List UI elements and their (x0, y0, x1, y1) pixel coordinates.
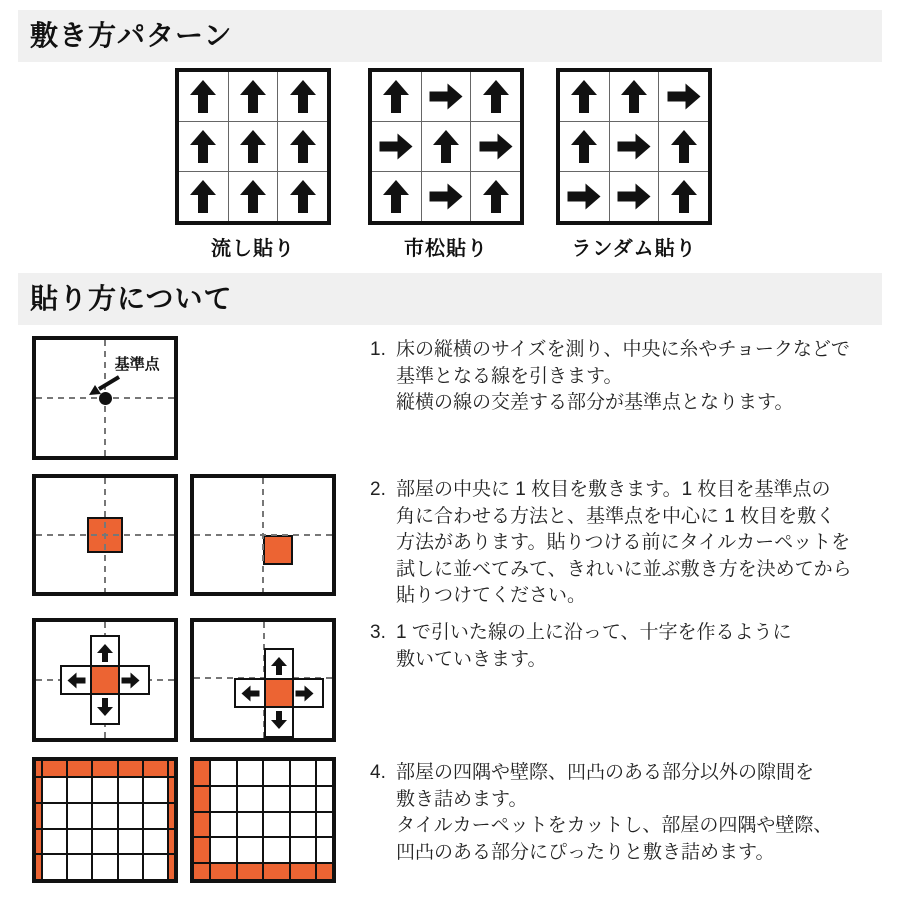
full-tile-cell (238, 761, 263, 785)
pattern-cell (372, 72, 421, 121)
step-text-line: 床の縦横のサイズを測り、中央に糸やチョークなどで (396, 339, 850, 360)
diagram-step2-tile-corner (190, 474, 336, 596)
full-tile-cell (291, 813, 316, 837)
pattern-block-ichimatsu (368, 68, 524, 261)
full-tile-cell (43, 855, 66, 879)
pattern-cell (422, 172, 471, 221)
tile-arrow-up-icon (190, 130, 216, 163)
pattern-label-ichimatsu: 市松貼り (404, 238, 488, 260)
cut-tile-cell (194, 813, 209, 837)
tile-arrow-up-icon (621, 80, 647, 113)
cut-tile-cell (291, 864, 316, 879)
cut-tile-cell (169, 761, 174, 776)
arrow-left-icon (242, 685, 261, 701)
cut-tile-cell (238, 864, 263, 879)
full-tile-cell (291, 838, 316, 862)
step-text-line: 貼りつけてください。 (396, 585, 587, 606)
full-tile-cell (317, 813, 332, 837)
pattern-cell (560, 172, 609, 221)
step-2-text (370, 477, 852, 610)
pattern-cell (610, 122, 659, 171)
arrow-up-icon (97, 644, 113, 663)
full-tile-cell (211, 787, 236, 811)
full-tile-cell (119, 855, 142, 879)
reference-point-label: 基準点 (114, 355, 160, 373)
arrow-left-icon (68, 673, 87, 689)
pattern-cell (471, 122, 520, 171)
pattern-cell (179, 172, 228, 221)
tile-arrow-up-icon (290, 80, 316, 113)
arrow-down-icon (97, 697, 113, 716)
step-text-line: 1 で引いた線の上に沿って、十字を作るように (396, 622, 792, 643)
step-number: 2. (370, 479, 386, 500)
cut-tile-cell (169, 804, 174, 828)
cross-center-tile (90, 665, 120, 695)
tile-arrow-up-icon (571, 80, 597, 113)
step-text-line: 基準となる線を引きます。 (396, 365, 623, 387)
step-3-text (370, 620, 791, 673)
diagram-step1-reference-point (32, 336, 178, 460)
tile-arrow-up-icon (240, 180, 266, 213)
cut-tile-cell (169, 778, 174, 802)
pattern-cell (422, 72, 471, 121)
pattern-cell (278, 172, 327, 221)
cut-tile-cell (93, 761, 116, 776)
tile-arrow-right-icon (479, 134, 512, 160)
tile-arrow-up-icon (190, 80, 216, 113)
cut-tile-cell (264, 864, 289, 879)
tile-arrow-up-icon (671, 180, 697, 213)
step-text-line: 縦横の線の交差する部分が基準点となります。 (396, 392, 794, 413)
tile-arrow-right-icon (380, 134, 413, 160)
pattern-cell (659, 122, 708, 171)
step-text-line: タイルカーペットをカットし、部屋の四隅や壁際、 (396, 815, 833, 836)
step-text-line: 部屋の中央に 1 枚目を敷きます。1 枚目を基準点の (396, 479, 831, 500)
full-tile-cell (119, 830, 142, 854)
full-tile-cell (264, 787, 289, 811)
tile-arrow-up-icon (240, 130, 266, 163)
tile-arrow-up-icon (383, 80, 409, 113)
pattern-grid-ichimatsu (368, 68, 524, 225)
full-tile-cell (93, 804, 116, 828)
tile-arrow-up-icon (290, 130, 316, 163)
tile-arrow-right-icon (667, 84, 700, 110)
section-header-laying-patterns (18, 10, 882, 62)
tile-arrow-right-icon (617, 134, 650, 160)
arrow-down-icon (271, 710, 287, 729)
full-tile-cell (291, 787, 316, 811)
full-tile-cell (264, 813, 289, 837)
step-4-text (370, 760, 832, 866)
pattern-cell (471, 72, 520, 121)
pattern-cell (471, 172, 520, 221)
full-tile-cell (264, 838, 289, 862)
full-tile-cell (93, 830, 116, 854)
full-tile-cell (264, 761, 289, 785)
tile-arrow-right-icon (617, 184, 650, 210)
tile-arrow-right-icon (429, 84, 462, 110)
pattern-cell (659, 72, 708, 121)
cut-tile-cell (317, 864, 332, 879)
tile-arrow-right-icon (429, 184, 462, 210)
arrow-up-icon (271, 657, 287, 676)
tile-arrow-up-icon (571, 130, 597, 163)
step-text-line: 角に合わせる方法と、基準点を中心に 1 枚目を敷く (396, 505, 836, 527)
tile-arrow-up-icon (290, 180, 316, 213)
full-tile-cell (119, 778, 142, 802)
full-tile-cell (144, 855, 167, 879)
section-header-how-to-apply (18, 273, 882, 325)
cut-tile-cell (36, 830, 41, 854)
full-tile-cell (238, 787, 263, 811)
cut-tile-cell (36, 855, 41, 879)
cut-tile-cell (68, 761, 91, 776)
full-tile-cell (93, 855, 116, 879)
step-text-line: 方法があります。貼りつける前にタイルカーペットを (396, 532, 851, 553)
cut-tile-cell (169, 855, 174, 879)
pattern-cell (610, 172, 659, 221)
cut-tile-cell (194, 864, 209, 879)
center-horizontal-dashed-line (194, 534, 332, 536)
pattern-cell (229, 172, 278, 221)
full-tile-cell (211, 838, 236, 862)
pattern-cell (229, 122, 278, 171)
pattern-cell (372, 172, 421, 221)
full-tile-cell (291, 761, 316, 785)
full-tile-cell (93, 778, 116, 802)
step-text-line: 敷き詰めます。 (396, 788, 528, 810)
full-tile-cell (238, 813, 263, 837)
pattern-label-nagashi: 流し貼り (211, 238, 295, 260)
cut-tile-cell (194, 838, 209, 862)
cut-tile-cell (169, 830, 174, 854)
full-tile-cell (317, 761, 332, 785)
step-number: 4. (370, 762, 386, 783)
full-tile-cell (43, 804, 66, 828)
cross-center-tile (264, 678, 294, 708)
tile-arrow-up-icon (190, 180, 216, 213)
cut-tile-cell (43, 761, 66, 776)
tile-arrow-up-icon (483, 180, 509, 213)
pattern-cell (560, 122, 609, 171)
cut-tile-cell (211, 864, 236, 879)
step-number: 3. (370, 622, 386, 643)
full-tile-cell (211, 761, 236, 785)
cut-tile-cell (194, 787, 209, 811)
diagram-step4-edges-left-bottom (190, 757, 336, 883)
cut-tile-cell (119, 761, 142, 776)
full-tile-cell (211, 813, 236, 837)
step-text-line: 試しに並べてみて、きれいに並ぶ敷き方を決めてから (396, 558, 852, 580)
full-tile-cell (68, 830, 91, 854)
diagram-step2-tile-centered (32, 474, 178, 596)
reference-point-arrow-icon (88, 374, 122, 401)
pattern-block-nagashi (175, 68, 331, 261)
pattern-cell (179, 122, 228, 171)
step-number: 1. (370, 339, 386, 360)
tile-arrow-up-icon (671, 130, 697, 163)
full-tile-cell (68, 804, 91, 828)
pattern-block-random (556, 68, 712, 261)
full-tile-cell (317, 838, 332, 862)
diagram-step3-cross-centered (32, 618, 178, 742)
section-title-laying-patterns: 敷き方パターン (30, 20, 233, 51)
cut-tile-cell (194, 761, 209, 785)
first-tile-corner-aligned (263, 535, 293, 565)
full-tile-cell (43, 830, 66, 854)
tile-arrow-up-icon (433, 130, 459, 163)
pattern-cell (422, 122, 471, 171)
full-tile-cell (68, 778, 91, 802)
full-tile-cell (317, 787, 332, 811)
full-tile-cell (144, 804, 167, 828)
full-tile-cell (238, 838, 263, 862)
step-text-line: 部屋の四隅や壁際、凹凸のある部分以外の隙間を (396, 762, 815, 783)
pattern-cell (179, 72, 228, 121)
diagram-step4-edges-top (32, 757, 178, 883)
full-tile-cell (43, 778, 66, 802)
pattern-cell (278, 72, 327, 121)
pattern-cell (659, 172, 708, 221)
pattern-grid-nagashi (175, 68, 331, 225)
full-tile-cell (144, 830, 167, 854)
step-1-text (370, 337, 850, 417)
diagram-step3-cross-offset (190, 618, 336, 742)
step-text-line: 敷いていきます。 (396, 648, 547, 670)
cut-tile-cell (144, 761, 167, 776)
pattern-cell (372, 122, 421, 171)
arrow-right-icon (121, 673, 140, 689)
cut-tile-cell (36, 778, 41, 802)
pattern-cell (560, 72, 609, 121)
cut-tile-cell (36, 761, 41, 776)
pattern-cell (610, 72, 659, 121)
pattern-cell (229, 72, 278, 121)
center-horizontal-dashed-line (36, 534, 174, 536)
full-tile-cell (68, 855, 91, 879)
cut-tile-cell (36, 804, 41, 828)
section-title-how-to-apply: 貼り方について (30, 283, 233, 314)
pattern-grid-random (556, 68, 712, 225)
arrow-right-icon (295, 685, 314, 701)
pattern-label-random: ランダム貼り (571, 238, 697, 260)
tile-arrow-up-icon (483, 80, 509, 113)
tile-arrow-up-icon (383, 180, 409, 213)
tile-arrow-right-icon (568, 184, 601, 210)
tile-arrow-up-icon (240, 80, 266, 113)
full-tile-cell (144, 778, 167, 802)
pattern-cell (278, 122, 327, 171)
step-text-line: 凹凸のある部分にぴったりと敷き詰めます。 (396, 841, 775, 863)
full-tile-cell (119, 804, 142, 828)
